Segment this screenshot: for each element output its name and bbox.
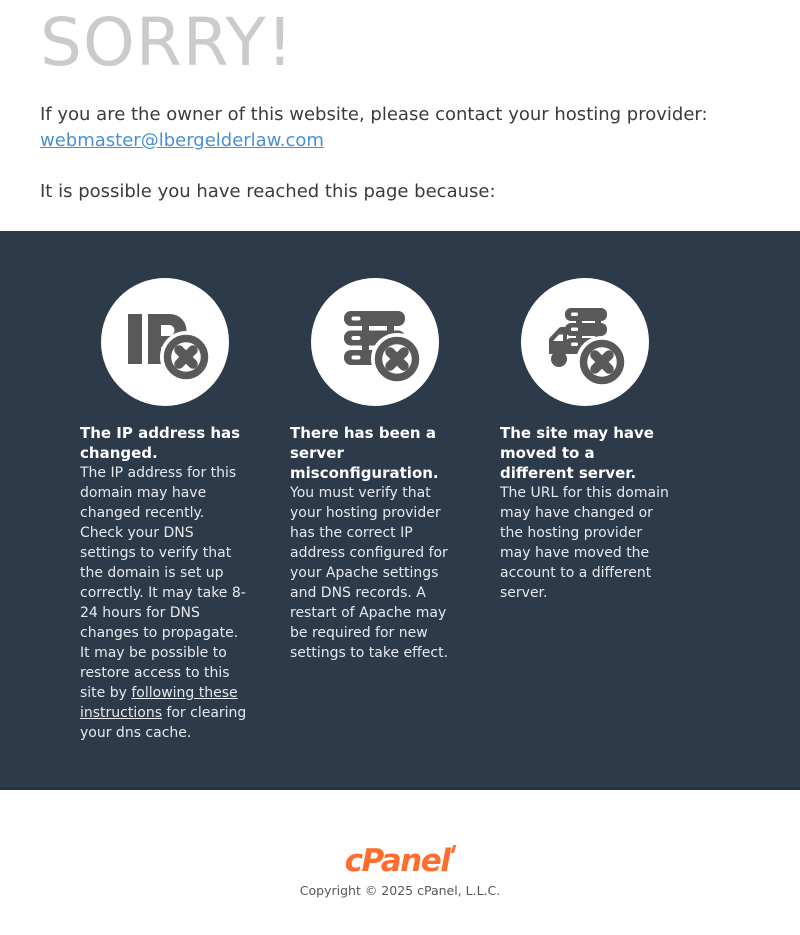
- site-moved-icon: [521, 278, 649, 406]
- card-title: There has been a server misconfiguration.: [290, 424, 439, 482]
- trademark-tick-icon: [451, 845, 457, 853]
- page-title: SORRY!: [40, 4, 295, 81]
- card-body: You must verify that your hosting provider has the correct IP address configured for your Apache settings and DNS records. A restart of Apache may be required for new settings to take effect.: [290, 485, 449, 661]
- card-body: The URL for this domain may have changed or the hosting provider may have moved the account to a different server.: [500, 485, 669, 601]
- ip-changed-icon: [101, 278, 229, 406]
- top-section: [0, 0, 800, 204]
- card-title: The IP address has changed.: [80, 424, 241, 462]
- server-misconfiguration-icon: [311, 278, 439, 406]
- card-body: [80, 463, 250, 743]
- webmaster-email-link[interactable]: webmaster@lbergelderlaw.com: [40, 130, 324, 151]
- reason-cards: [0, 278, 800, 743]
- footer: [0, 844, 800, 899]
- reasons-panel: [0, 231, 800, 790]
- card-server-misconfiguration: [290, 278, 460, 743]
- card-body-text: The IP address for this domain may have changed recently. Check your DNS settings to verify that the domain is set up correctly. It may take 8-24 hours for DNS changes to propagate. It may be possible to restore access to this site by: [80, 465, 246, 701]
- card-ip-changed: [80, 278, 250, 743]
- card-body-text: for clearing your dns cache.: [80, 705, 247, 741]
- reason-text: It is possible you have reached this page because:: [40, 181, 496, 202]
- card-site-moved: [500, 278, 670, 743]
- cpanel-logo: [345, 844, 456, 878]
- copyright-text: Copyright © 2025 cPanel, L.L.C.: [299, 883, 501, 898]
- card-title: The site may have moved to a different server.: [500, 424, 654, 482]
- dns-instructions-link[interactable]: following these instructions: [80, 685, 238, 721]
- cpanel-logo-text: cPanel: [344, 843, 450, 879]
- intro-text: If you are the owner of this website, please contact your hosting provider:: [40, 104, 708, 125]
